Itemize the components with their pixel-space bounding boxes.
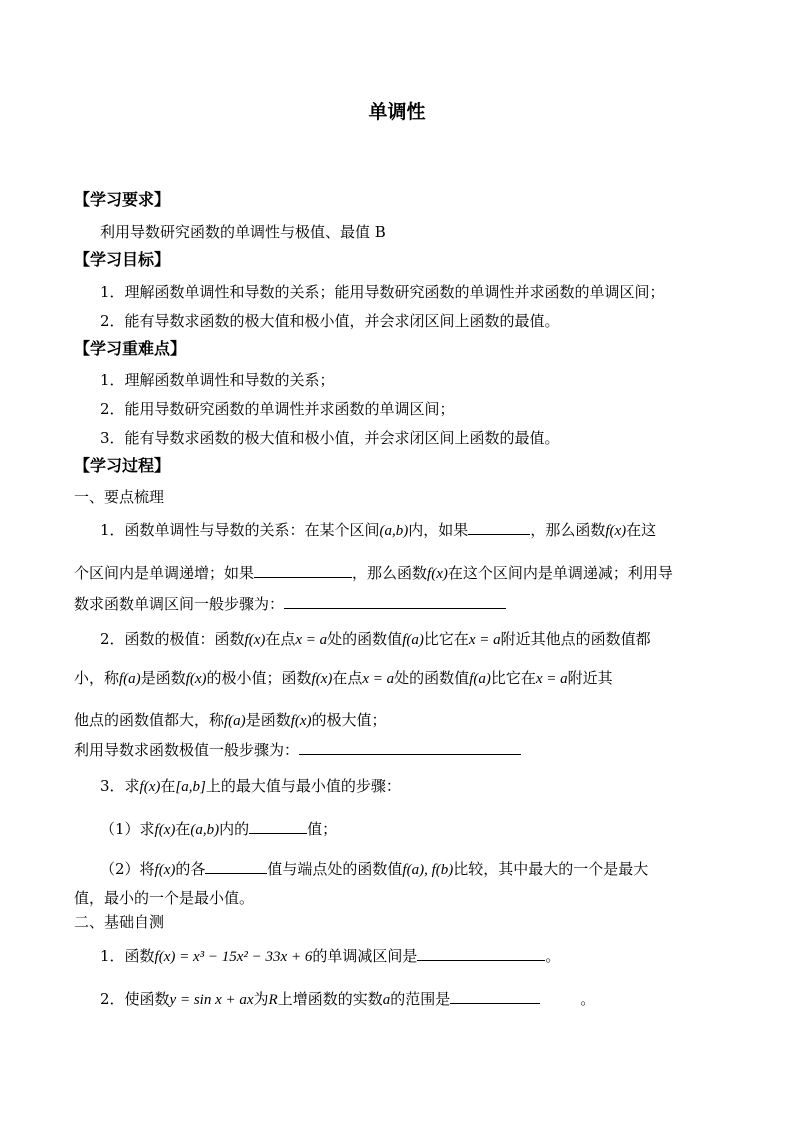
fill-blank[interactable] (284, 594, 506, 609)
math-expression: y = sin x + ax (169, 992, 254, 1008)
section-heading-process: 【学习过程】 (74, 456, 171, 475)
page-title: 单调性 (368, 101, 426, 123)
fill-blank[interactable] (417, 946, 545, 961)
q2-line3: 他点的函数值都大，称f(a)是函数f(x)的极大值； (74, 711, 387, 729)
q3-step2: （2）将f(x)的各 值与端点处的函数值f(a), f(b)比较，其中最大的一个是最大 (100, 860, 649, 878)
part2-heading: 二、基础自测 (74, 913, 165, 931)
fill-blank[interactable] (249, 819, 307, 834)
key-point-item: 3．能有导数求函数的极大值和极小值，并会求闭区间上函数的最值。 (100, 429, 560, 447)
q1-line1: 1．函数单调性与导数的关系：在某个区间(a,b)内，如果 ，那么函数f(x)在这 (100, 521, 657, 539)
fill-blank[interactable] (205, 859, 267, 874)
q2-line4: 利用导数求函数极值一般步骤为： (74, 740, 521, 760)
q3-line1: 3．求f(x)在[a,b]上的最大值与最小值的步骤： (100, 777, 401, 795)
objective-item: 1．理解函数单调性和导数的关系；能用导数研究函数的单调性并求函数的单调区间； (100, 283, 665, 301)
math-expression: f(x) = x³ − 15x² − 33x + 6 (154, 949, 313, 965)
key-point-item: 1．理解函数单调性和导数的关系； (100, 371, 335, 389)
q1-line2: 个区间内是单调递增；如果 ，那么函数f(x)在这个区间内是单调递减；利用导 (74, 564, 673, 582)
key-point-item: 2．能用导数研究函数的单调性并求函数的单调区间； (100, 400, 455, 418)
fill-blank[interactable] (299, 740, 521, 755)
section-heading-objectives: 【学习目标】 (74, 250, 171, 269)
fx-symbol: f(x) (605, 523, 627, 539)
fill-blank[interactable] (468, 520, 530, 535)
part1-heading: 一、要点梳理 (74, 488, 165, 506)
test-q2: 2．使函数y = sin x + ax为R上增函数的实数a的范围是 。 (100, 990, 596, 1008)
fill-blank[interactable] (450, 989, 540, 1004)
interval-ab: (a,b) (379, 523, 409, 539)
test-q1: 1．函数f(x) = x³ − 15x² − 33x + 6的单调减区间是 。 (100, 947, 561, 965)
q1-line3: 数求函数单调区间一般步骤为： (74, 594, 506, 614)
section-heading-requirement: 【学习要求】 (74, 190, 171, 209)
q2-line1: 2．函数的极值：函数f(x)在点x = a处的函数值f(a)比它在x = a附近其他点的函数值都 (100, 630, 651, 648)
requirement-text: 利用导数研究函数的单调性与极值、最值 B (100, 223, 386, 241)
closed-interval: [a,b] (175, 779, 206, 795)
fx-symbol: f(x) (427, 566, 448, 582)
section-heading-key-points: 【学习重难点】 (74, 339, 187, 358)
q3-step1: （1）求f(x)在(a,b)内的 值； (100, 820, 338, 838)
objective-item: 2．能有导数求函数的极大值和极小值，并会求闭区间上函数的最值。 (100, 312, 560, 330)
fill-blank[interactable] (254, 563, 352, 578)
q2-line2: 小，称f(a)是函数f(x)的极小值；函数f(x)在点x = a处的函数值f(a)比它在x = a附近其 (74, 669, 613, 687)
q3-step2-cont: 值，最小的一个是最小值。 (74, 889, 255, 907)
